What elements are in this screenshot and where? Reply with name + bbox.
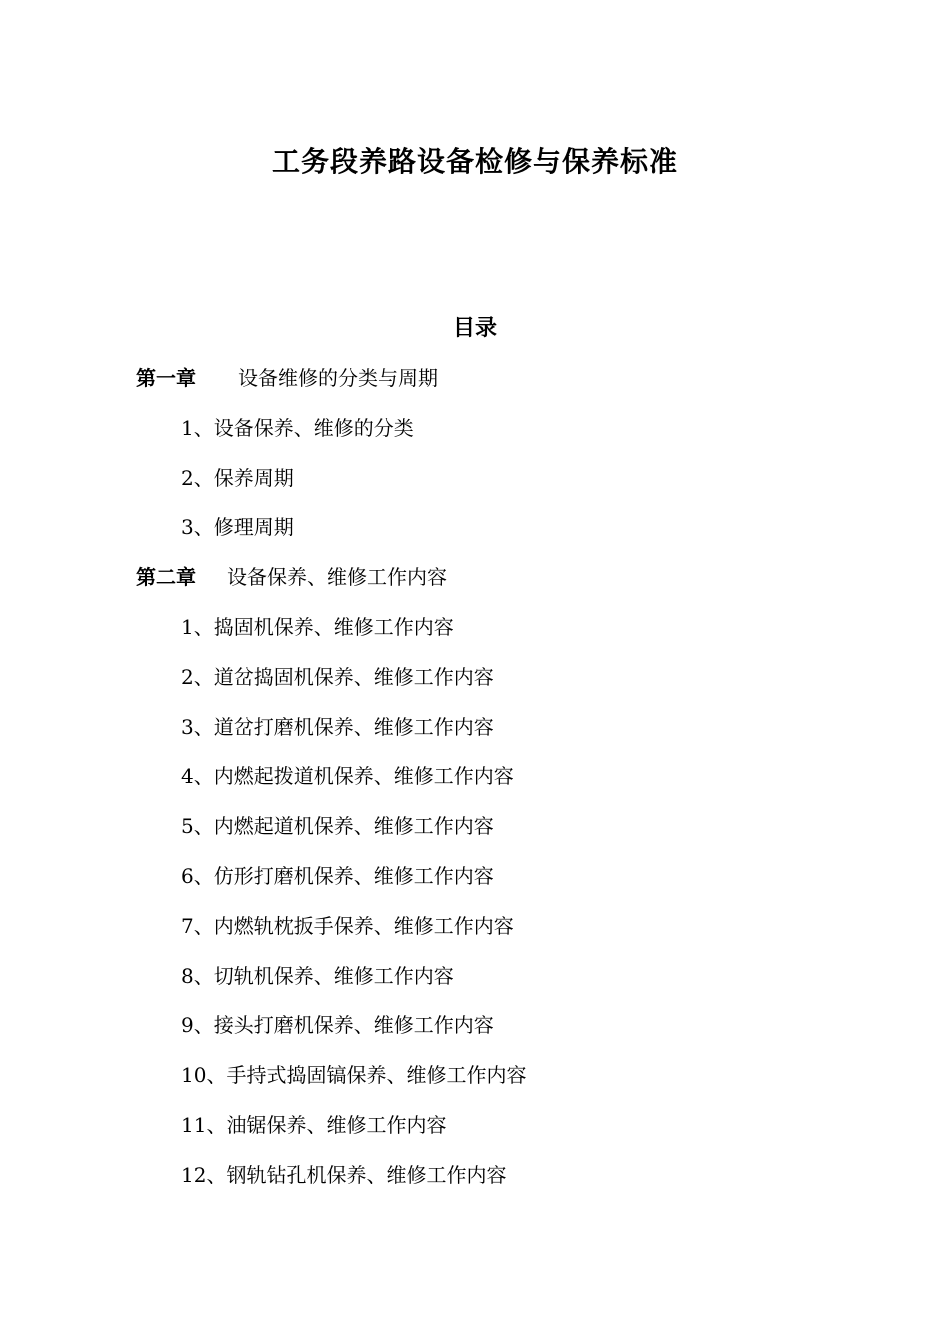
toc-item[interactable]: 6、仿形打磨机保养、维修工作内容 <box>181 863 494 888</box>
toc-chapter-1[interactable] <box>0 358 950 408</box>
toc-item[interactable]: 4、内燃起拨道机保养、维修工作内容 <box>181 764 514 789</box>
chapter-label: 第二章 <box>136 565 196 590</box>
toc-item[interactable]: 2、道岔捣固机保养、维修工作内容 <box>181 664 494 689</box>
toc-item[interactable]: 1、设备保养、维修的分类 <box>181 415 414 440</box>
toc-item[interactable]: 9、接头打磨机保养、维修工作内容 <box>181 1013 494 1038</box>
toc-item[interactable]: 8、切轨机保养、维修工作内容 <box>181 963 454 988</box>
toc-item[interactable]: 7、内燃轨枕扳手保养、维修工作内容 <box>181 913 514 938</box>
toc-item[interactable]: 12、钢轨钻孔机保养、维修工作内容 <box>181 1162 507 1187</box>
toc-item[interactable]: 10、手持式捣固镐保养、维修工作内容 <box>181 1063 527 1088</box>
toc-item[interactable]: 5、内燃起道机保养、维修工作内容 <box>181 814 494 839</box>
chapter-title: 设备维修的分类与周期 <box>238 366 438 390</box>
document-title: 工务段养路设备检修与保养标准 <box>271 145 678 178</box>
toc-item[interactable]: 2、保养周期 <box>181 465 294 490</box>
toc-chapter-2[interactable] <box>0 557 950 607</box>
toc-item[interactable]: 3、道岔打磨机保养、维修工作内容 <box>181 714 494 739</box>
table-of-contents <box>0 358 950 1205</box>
toc-item[interactable]: 11、油锯保养、维修工作内容 <box>181 1112 447 1137</box>
toc-heading: 目录 <box>452 315 497 341</box>
chapter-label: 第一章 <box>136 366 196 390</box>
toc-item[interactable]: 1、捣固机保养、维修工作内容 <box>181 614 454 639</box>
chapter-title: 设备保养、维修工作内容 <box>227 565 447 590</box>
toc-item[interactable]: 3、修理周期 <box>181 515 294 540</box>
